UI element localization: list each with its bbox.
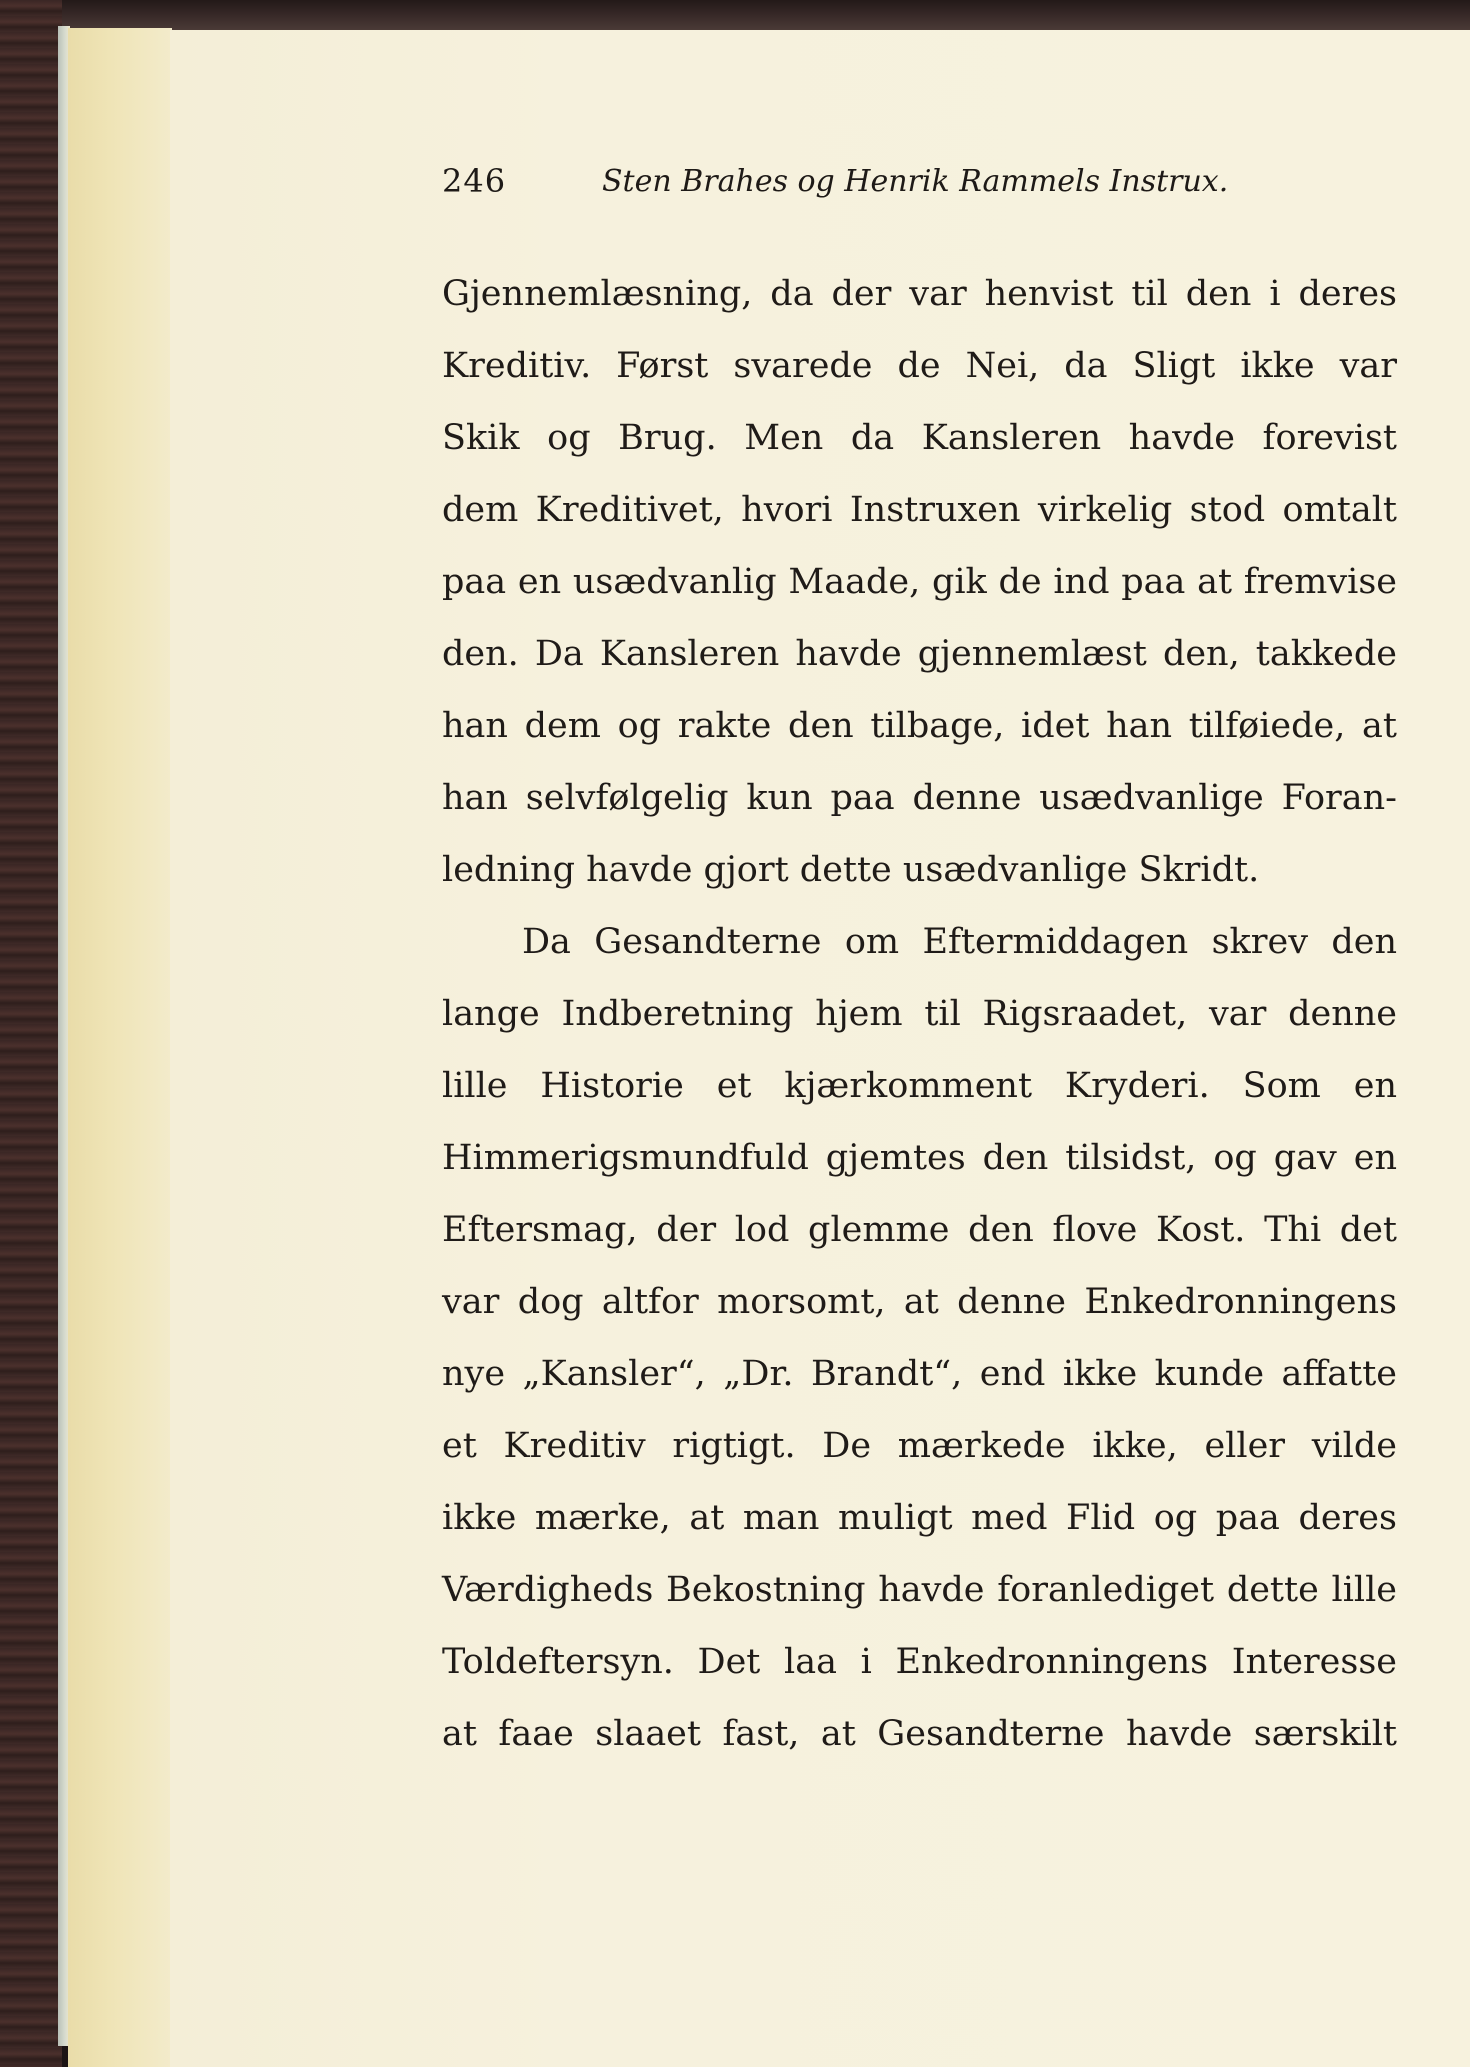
page-header bbox=[442, 160, 1262, 208]
text-line: Himmerigsmundfuld gjemtes den tilsidst, og gav en bbox=[442, 1138, 1397, 1178]
text-line: nye „Kansler“, „Dr. Brandt“, end ikke kunde affatte bbox=[442, 1354, 1397, 1394]
text-line: Toldeftersyn. Det laa i Enkedronningens Interesse bbox=[442, 1642, 1397, 1682]
running-title: Sten Brahes og Henrik Rammels Instrux. bbox=[602, 164, 1229, 199]
book-binding bbox=[0, 0, 62, 2067]
text-line: ikke mærke, at man muligt med Flid og paa deres bbox=[442, 1498, 1397, 1538]
page-gutter bbox=[68, 28, 172, 2067]
paragraph bbox=[442, 258, 1397, 906]
text-line: Gjennemlæsning, da der var henvist til den i deres bbox=[442, 274, 1397, 314]
text-line: ledning havde gjort dette usædvanlige Skridt. bbox=[442, 850, 1260, 890]
text-line: Eftersmag, der lod glemme den flove Kost. Thi det bbox=[442, 1210, 1397, 1250]
text-line: at faae slaaet fast, at Gesandterne havde særskilt bbox=[442, 1714, 1397, 1754]
text-line: han selvfølgelig kun paa denne usædvanlige Foran- bbox=[442, 778, 1397, 818]
text-line: lange Indberetning hjem til Rigsraadet, var denne bbox=[442, 994, 1397, 1034]
text-line: dem Kreditivet, hvori Instruxen virkelig stod omtalt bbox=[442, 490, 1397, 530]
paragraph bbox=[442, 906, 1397, 1770]
text-line: lille Historie et kjærkomment Kryderi. Som en bbox=[442, 1066, 1397, 1106]
body-text bbox=[442, 258, 1397, 1770]
text-line: Skik og Brug. Men da Kansleren havde forevist bbox=[442, 418, 1397, 458]
text-line: han dem og rakte den tilbage, idet han tilføiede, at bbox=[442, 706, 1397, 746]
text-line: et Kreditiv rigtigt. De mærkede ikke, eller vilde bbox=[442, 1426, 1397, 1466]
text-line: den. Da Kansleren havde gjennemlæst den, takkede bbox=[442, 634, 1397, 674]
text-line: Da Gesandterne om Eftermiddagen skrev den bbox=[522, 922, 1397, 962]
text-line: Kreditiv. Først svarede de Nei, da Sligt ikke var bbox=[442, 346, 1397, 386]
text-line: paa en usædvanlig Maade, gik de ind paa at fremvise bbox=[442, 562, 1397, 602]
text-line: Værdigheds Bekostning havde foranlediget dette lille bbox=[442, 1570, 1397, 1610]
top-edge bbox=[0, 0, 1470, 30]
page-number: 246 bbox=[442, 162, 507, 200]
text-line: var dog altfor morsomt, at denne Enkedronningens bbox=[442, 1282, 1397, 1322]
